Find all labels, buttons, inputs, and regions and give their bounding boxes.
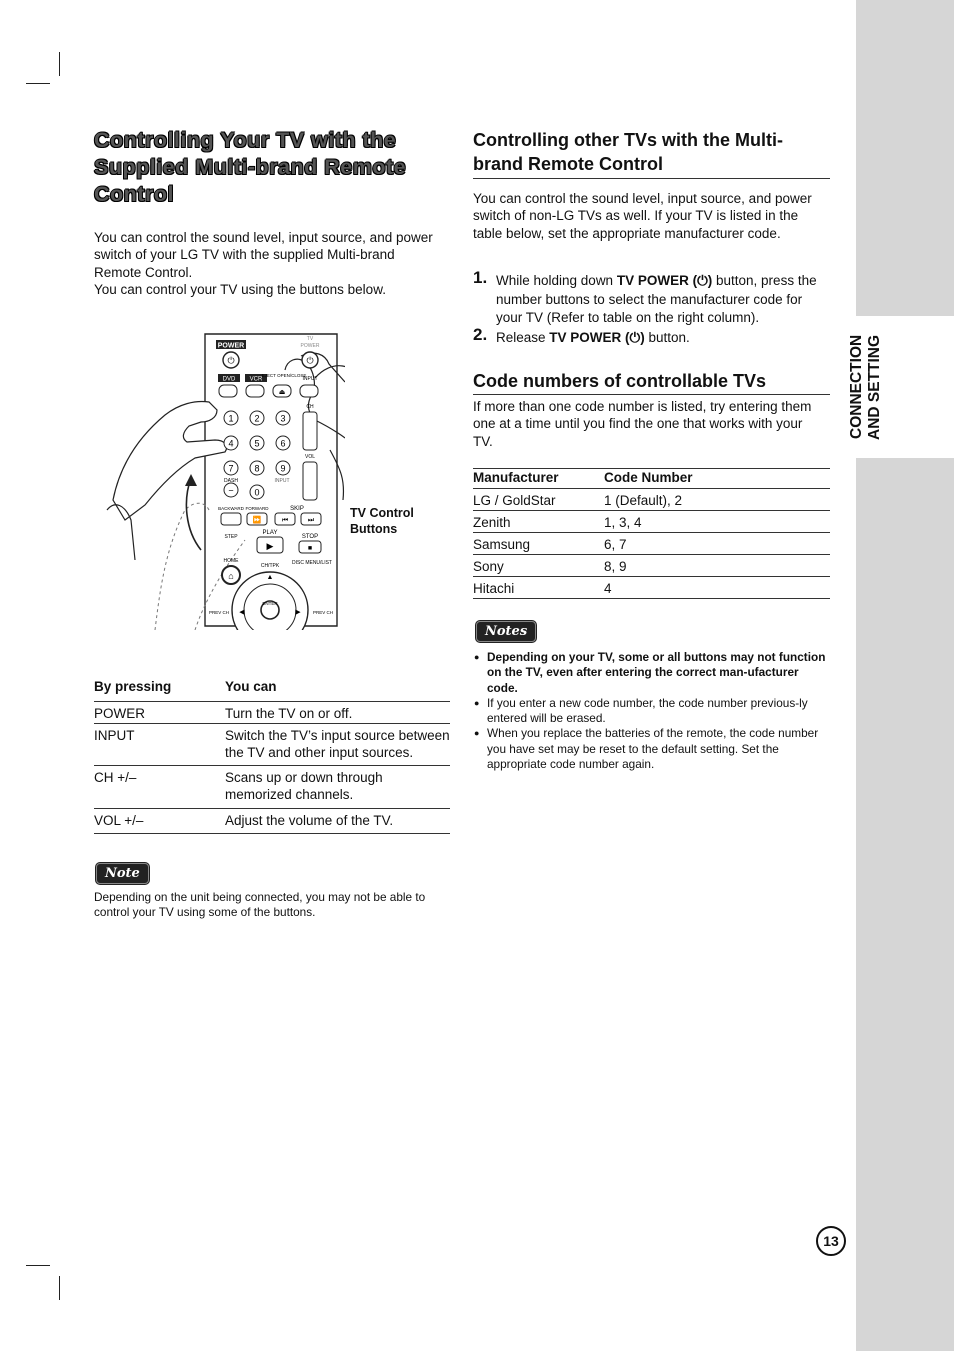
tv-power-icon: ⏻ <box>306 355 314 366</box>
step-2-post: button. <box>644 330 690 345</box>
remote-enter-label: ENTER <box>262 601 278 606</box>
section-tab-line-2: AND SETTING <box>866 334 883 440</box>
step-2-number: 2. <box>473 325 488 344</box>
table-header: Manufacturer <box>473 470 559 485</box>
table-header: You can <box>225 679 277 694</box>
eject-icon: ⏏ <box>278 389 286 396</box>
remote-power-label: POWER <box>217 342 245 350</box>
section-tab-line-1: CONNECTION <box>848 334 865 440</box>
section-tab-label <box>848 318 904 456</box>
table-cell: Switch the TV’s input source between the TV and other input sources. <box>225 727 450 760</box>
table-cell: CH +/– <box>94 770 137 786</box>
table-row <box>473 511 830 533</box>
crop-mark <box>26 83 50 84</box>
page-number: 13 <box>816 1226 846 1256</box>
step-1-number: 1. <box>473 268 488 287</box>
step-1-pre: While holding down <box>496 273 617 288</box>
table-cell: 4 <box>604 581 612 596</box>
remote-ch-tpk-label: CH/TPK <box>260 563 280 569</box>
table-row <box>473 533 830 555</box>
notes-list <box>474 650 832 772</box>
table-cell: 8, 9 <box>604 559 627 574</box>
intro-text-2: You can control your TV using the buttons below. <box>94 281 386 297</box>
step-1-bold-close: ) <box>707 273 713 288</box>
remote-stop-label: STOP <box>301 534 319 540</box>
crop-mark <box>59 52 60 76</box>
list-item: ● Depending on your TV, some or all buttons may not function on the TV, even after entering the correct man-ufacturer code. <box>474 650 832 696</box>
tv-control-buttons-callout: TV Control Buttons <box>350 506 414 536</box>
table-row <box>473 555 830 577</box>
table-row <box>473 577 830 599</box>
crop-mark <box>59 1276 60 1300</box>
code-number-table <box>473 468 830 599</box>
table-cell: VOL +/– <box>94 812 144 828</box>
table-cell: 6, 7 <box>604 537 627 552</box>
table-cell: Turn the TV on or off. <box>225 705 353 721</box>
number-button-0-label: 0 <box>254 487 260 498</box>
table-header: By pressing <box>94 679 172 694</box>
remote-skip-label: SKIP <box>290 506 304 512</box>
svg-text:◀: ◀ <box>239 609 245 616</box>
remote-step-label: STEP <box>224 534 238 540</box>
table-cell: Sony <box>473 559 504 574</box>
svg-text:⏭: ⏭ <box>307 517 315 524</box>
power-icon: ⏻ <box>629 330 641 345</box>
number-label-8: 8 <box>254 463 260 474</box>
remote-illustration <box>105 330 345 630</box>
remote-prev-ch-left-label: PREV CH <box>208 610 230 615</box>
number-label-1: 1 <box>228 413 234 424</box>
crop-mark <box>26 1265 50 1266</box>
table-cell: 1, 3, 4 <box>604 515 642 530</box>
table-row <box>94 701 450 723</box>
note-badge: Note <box>96 863 149 884</box>
step-1-post: button, press the number buttons to select the manufacturer code for your TV (Refer to table on the right column). <box>496 273 817 325</box>
remote-disc-menu-label: DISC MENU/LIST <box>291 560 333 566</box>
remote-dvd-label: DVD <box>222 376 236 383</box>
remote-play-label: PLAY <box>262 530 278 536</box>
dash-button-label: − <box>228 485 234 496</box>
table-cell: 1 (Default), 2 <box>604 493 683 508</box>
intro-text-1: You can control the sound level, input source, and power switch of your LG TV with the supplied Multi-brand Remote Control. <box>94 230 433 280</box>
remote-eject-label: EJECT OPEN/CLOSE <box>261 373 307 378</box>
remote-backward-label: BACKWARD <box>218 506 244 511</box>
svg-text:⏩: ⏩ <box>252 517 262 524</box>
side-strip <box>856 0 954 1351</box>
step-2-pre: Release <box>496 330 550 345</box>
table-cell: Hitachi <box>473 581 515 596</box>
power-icon: ⏻ <box>227 355 235 366</box>
section-heading-other-tvs: Controlling other TVs with the Multi-brand Remote Control <box>473 130 783 174</box>
notes-badge: Notes <box>476 621 536 642</box>
power-icon: ⏻ <box>697 273 708 288</box>
svg-text:⏮: ⏮ <box>281 517 289 524</box>
number-label-5: 5 <box>254 438 260 449</box>
list-item: ● When you replace the batteries of the remote, the code number you have set may be reset to the default setting. Set the appropriate code number again. <box>474 726 832 772</box>
other-tvs-intro: You can control the sound level, input source, and power switch of non-LG TVs as well. If your TV is listed in the table below, set the appropriate manufacturer code. <box>473 191 812 241</box>
list-item: ● If you enter a new code number, the code number previous-ly entered will be erased. <box>474 696 832 727</box>
table-row <box>94 766 450 809</box>
number-label-7: 7 <box>228 463 234 474</box>
button-function-table <box>94 679 450 834</box>
remote-input-small-label: INPUT <box>274 478 290 484</box>
remote-tv-label: TV <box>306 336 314 342</box>
intro-paragraph <box>94 229 434 298</box>
remote-vol-label: VOL <box>304 454 316 460</box>
heading-rule <box>473 178 830 179</box>
remote-tv-power-label: POWER <box>300 343 320 349</box>
note-text: Depending on the unit being connected, you may not be able to control your TV using some of the buttons. <box>94 890 426 920</box>
page-title: Controlling Your TV with the Supplied Multi-brand Remote Control <box>94 128 407 206</box>
svg-text:▶: ▶ <box>295 609 301 616</box>
step-2-bold-close: ) <box>640 330 645 345</box>
remote-ch-label: CH <box>306 404 314 410</box>
home-icon: ⌂ <box>228 571 234 581</box>
table-row <box>94 723 450 766</box>
table-cell: Scans up or down through memorized channels. <box>225 770 383 803</box>
svg-text:▲: ▲ <box>266 574 274 581</box>
remote-input-label: INPUT <box>302 376 318 382</box>
table-row <box>473 489 830 511</box>
remote-forward-label: FORWARD <box>245 506 269 511</box>
svg-text:▶: ▶ <box>266 541 274 551</box>
table-cell: INPUT <box>94 727 135 743</box>
svg-text:■: ■ <box>307 545 313 552</box>
step-1-bold: TV POWER ( <box>616 273 698 288</box>
number-label-6: 6 <box>280 438 286 449</box>
table-header: Code Number <box>604 470 693 485</box>
code-numbers-intro: If more than one code number is listed, try entering them one at a time until you find the one that works with your TV. <box>473 399 812 449</box>
number-label-2: 2 <box>254 413 260 424</box>
heading-rule <box>473 394 830 395</box>
table-cell: LG / GoldStar <box>473 493 556 508</box>
step-2-text <box>496 329 832 348</box>
remote-vcr-label: VCR <box>249 376 263 383</box>
section-heading-code-numbers: Code numbers of controllable TVs <box>473 371 767 391</box>
table-cell: POWER <box>94 705 146 721</box>
remote-home-label: HOME <box>223 558 239 564</box>
step-2-bold: TV POWER ( <box>549 330 630 345</box>
table-cell: Adjust the volume of the TV. <box>225 812 394 828</box>
step-1-text <box>496 272 832 328</box>
table-cell: Samsung <box>473 537 531 552</box>
table-cell: Zenith <box>473 515 511 530</box>
remote-prev-ch-right-label: PREV CH <box>312 610 334 615</box>
number-label-4: 4 <box>228 438 234 449</box>
number-label-3: 3 <box>280 413 286 424</box>
table-row <box>94 808 450 833</box>
number-label-9: 9 <box>280 463 286 474</box>
remote-dash-label: DASH <box>224 478 238 484</box>
